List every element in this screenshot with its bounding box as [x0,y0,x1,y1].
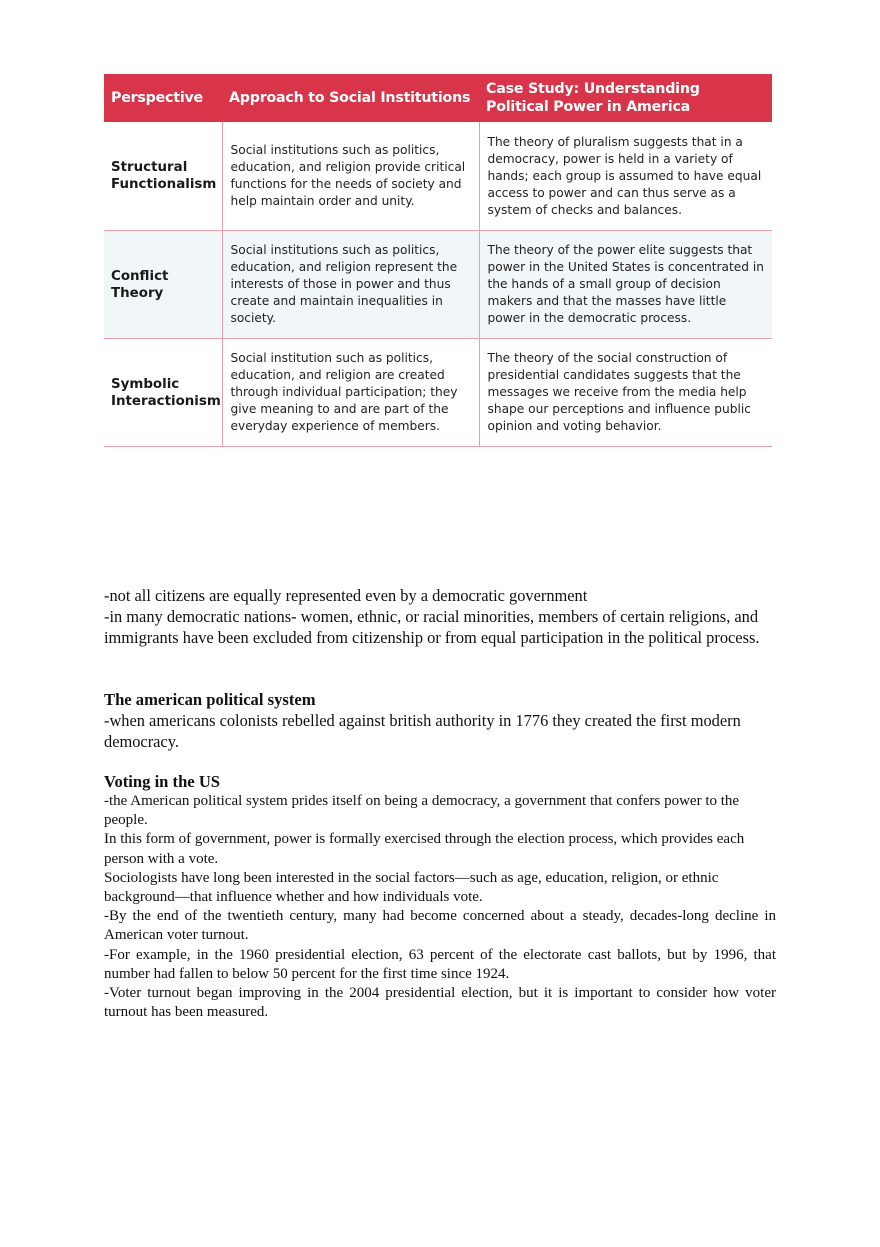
header-case-study: Case Study: Understanding Political Power in America [479,74,772,122]
section-text: -when americans colonists rebelled against british authority in 1776 they created the first modern democracy. [104,711,741,751]
section-heading: The american political system [104,690,316,709]
perspective-cell: Symbolic Interactionism [104,339,222,447]
table-header-row [104,74,772,122]
notes-block [104,585,776,648]
perspective-cell: Conflict Theory [104,231,222,339]
header-perspective: Perspective [104,74,222,122]
voting-paragraph: -Voter turnout began improving in the 2004 presidential election, but it is important to consider how voter turnout has been measured. [104,985,776,1021]
case-study-cell: The theory of the power elite suggests that power in the United States is concentrated in the hands of a small group of decision makers and that the masses have little power in the democratic process. [479,231,772,339]
table-row [104,231,772,339]
note-line: -in many democratic nations- women, ethnic, or racial minorities, members of certain religions, and immigrants have been excluded from citizenship or from equal participation in the political process. [104,607,760,647]
voting-section [104,771,776,1022]
header-approach: Approach to Social Institutions [222,74,479,122]
voting-paragraph: In this form of government, power is formally exercised through the election process, which provides each person with a vote. [104,831,745,867]
perspectives-table [104,74,772,447]
perspective-cell: Structural Functionalism [104,122,222,231]
section-heading: Voting in the US [104,772,221,791]
case-study-cell: The theory of pluralism suggests that in a democracy, power is held in a variety of hands; each group is assumed to have equal access to power and can thus serve as a system of checks and balances. [479,122,772,231]
perspectives-table-container [104,74,772,447]
american-system-section [104,689,776,752]
case-study-cell: The theory of the social construction of presidential candidates suggests that the messages we receive from the media help shape our perceptions and influence public opinion and voting behavior. [479,339,772,447]
voting-paragraph: Sociologists have long been interested in the social factors—such as age, education, religion, or ethnic background—that influence whether and how individuals vote. [104,869,719,906]
approach-cell: Social institutions such as politics, education, and religion represent the interests of those in power and thus create and maintain inequalities in society. [222,231,479,339]
voting-paragraph: -the American political system prides itself on being a democracy, a government that confers power to the people. [104,793,740,829]
approach-cell: Social institutions such as politics, education, and religion provide critical functions for the needs of society and help maintain order and unity. [222,122,479,231]
note-line: -not all citizens are equally represented even by a democratic government [104,586,588,605]
voting-paragraph: -For example, in the 1960 presidential election, 63 percent of the electorate cast ballots, but by 1996, that number had fallen to below 50 percent for the first time since 1924. [104,946,776,982]
voting-paragraph: -By the end of the twentieth century, many had become concerned about a steady, decades-long decline in American voter turnout. [104,908,776,944]
approach-cell: Social institution such as politics, education, and religion are created through individual participation; they give meaning to and are part of the everyday experience of members. [222,339,479,447]
table-row [104,339,772,447]
table-row [104,122,772,231]
